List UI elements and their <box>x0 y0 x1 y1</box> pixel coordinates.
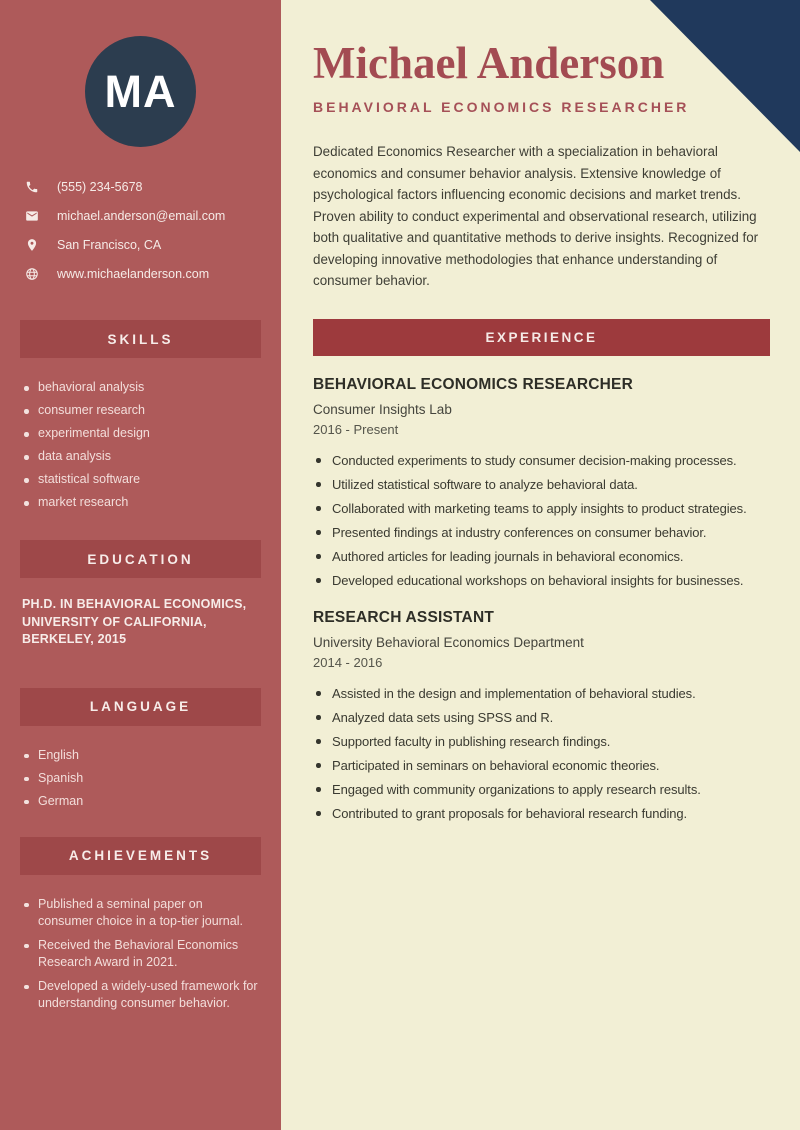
job-company: University Behavioral Economics Department <box>313 634 584 650</box>
language-label: German <box>38 793 84 808</box>
sidebar <box>0 0 281 1130</box>
achievement-item <box>24 896 261 930</box>
avatar-initials: MA <box>104 65 177 117</box>
job-bullet: Participated in seminars on behavioral economic theories. <box>313 757 770 774</box>
language-item <box>24 793 261 809</box>
job-entry <box>313 376 770 589</box>
education-degree: PH.D. IN BEHAVIORAL ECONOMICS, UNIVERSITY OF CALIFORNIA, BERKELEY, 2015 <box>22 597 247 646</box>
skills-list <box>24 379 261 510</box>
job-bullet: Assisted in the design and implementation of behavioral studies. <box>313 685 770 702</box>
education-section-header <box>20 540 261 578</box>
language-label: English <box>38 747 79 762</box>
skill-item <box>24 379 261 395</box>
skill-item <box>24 448 261 464</box>
skill-label: statistical software <box>38 472 141 486</box>
language-label: Spanish <box>38 770 84 785</box>
contact-email-text: michael.anderson@email.com <box>57 209 226 223</box>
job-bullet: Developed educational workshops on behavioral insights for businesses. <box>313 572 770 589</box>
achievements-section-header <box>20 837 261 875</box>
bullet-dot-icon <box>24 478 29 483</box>
phone-icon <box>25 180 39 194</box>
person-name: Michael Anderson <box>313 38 665 88</box>
skill-label: experimental design <box>38 426 150 440</box>
skill-label: behavioral analysis <box>38 380 145 394</box>
contact-phone <box>25 179 263 195</box>
bullet-dot-icon <box>24 777 29 782</box>
bullet-dot-icon <box>24 800 29 805</box>
email-icon <box>25 209 39 223</box>
skill-label: market research <box>38 495 129 509</box>
person-job-title: BEHAVIORAL ECONOMICS RESEARCHER <box>313 99 690 116</box>
job-role: BEHAVIORAL ECONOMICS RESEARCHER <box>313 375 633 393</box>
contact-phone-text: (555) 234-5678 <box>57 180 143 194</box>
bullet-dot-icon <box>24 386 29 391</box>
job-bullet: Contributed to grant proposals for behavioral research funding. <box>313 805 770 822</box>
job-bullet: Engaged with community organizations to apply research results. <box>313 781 770 798</box>
bullet-dot-icon <box>24 409 29 414</box>
skill-label: consumer research <box>38 403 145 417</box>
language-list <box>24 747 261 809</box>
skill-item <box>24 402 261 418</box>
contact-location-text: San Francisco, CA <box>57 238 162 252</box>
location-icon <box>25 238 39 252</box>
skill-item <box>24 425 261 441</box>
job-bullet: Supported faculty in publishing research findings. <box>313 733 770 750</box>
skill-label: data analysis <box>38 449 111 463</box>
achievement-text: Developed a widely-used framework for understanding consumer behavior. <box>38 978 258 1010</box>
skill-item <box>24 494 261 510</box>
avatar <box>85 36 196 147</box>
achievement-item <box>24 937 261 971</box>
job-bullet: Authored articles for leading journals in behavioral economics. <box>313 548 770 565</box>
job-bullet: Conducted experiments to study consumer decision-making processes. <box>313 452 770 469</box>
language-item <box>24 770 261 786</box>
job-bullet: Analyzed data sets using SPSS and R. <box>313 709 770 726</box>
skills-title: SKILLS <box>107 331 174 347</box>
bullet-dot-icon <box>24 944 29 949</box>
job-bullet-list <box>313 452 770 589</box>
contact-location <box>25 237 263 253</box>
bullet-dot-icon <box>24 455 29 460</box>
bullet-dot-icon <box>24 903 29 908</box>
education-title: EDUCATION <box>87 551 194 567</box>
bullet-dot-icon <box>24 501 29 506</box>
experience-section-header <box>313 319 770 356</box>
main-content <box>281 0 800 1130</box>
achievement-text: Published a seminal paper on consumer choice in a top-tier journal. <box>38 896 243 928</box>
achievement-text: Received the Behavioral Economics Research Award in 2021. <box>38 937 239 969</box>
contact-website <box>25 266 263 282</box>
job-bullet: Utilized statistical software to analyze behavioral data. <box>313 476 770 493</box>
achievements-list <box>24 896 261 1012</box>
skill-item <box>24 471 261 487</box>
job-role: RESEARCH ASSISTANT <box>313 608 495 626</box>
bullet-dot-icon <box>24 985 29 990</box>
skills-section-header <box>20 320 261 358</box>
contact-website-text: www.michaelanderson.com <box>57 267 210 281</box>
job-bullet: Presented findings at industry conferences on consumer behavior. <box>313 524 770 541</box>
bullet-dot-icon <box>24 432 29 437</box>
job-company: Consumer Insights Lab <box>313 401 452 417</box>
job-entry <box>313 609 770 822</box>
language-item <box>24 747 261 763</box>
achievement-item <box>24 978 261 1012</box>
summary-paragraph: Dedicated Economics Researcher with a specialization in behavioral economics and consumer behavior analysis. Extensive knowledge of psychological factors influencing economic decisions and market trends. Proven ability to conduct experimental and observational research, utilizing both qualitative and quantitative methods to derive insights. Recognized for developing innovative methodologies that enhance understanding of consumer behavior. <box>313 144 759 289</box>
job-bullet-list <box>313 685 770 822</box>
bullet-dot-icon <box>24 754 29 759</box>
job-dates: 2016 - Present <box>313 421 399 437</box>
contact-email <box>25 208 263 224</box>
globe-icon <box>25 267 39 281</box>
language-section-header <box>20 688 261 726</box>
contact-list <box>25 179 263 282</box>
job-dates: 2014 - 2016 <box>313 654 383 670</box>
experience-title: EXPERIENCE <box>485 329 598 345</box>
language-title: LANGUAGE <box>89 699 192 714</box>
job-bullet: Collaborated with marketing teams to apply insights to product strategies. <box>313 500 770 517</box>
achievements-title: ACHIEVEMENTS <box>68 848 213 863</box>
